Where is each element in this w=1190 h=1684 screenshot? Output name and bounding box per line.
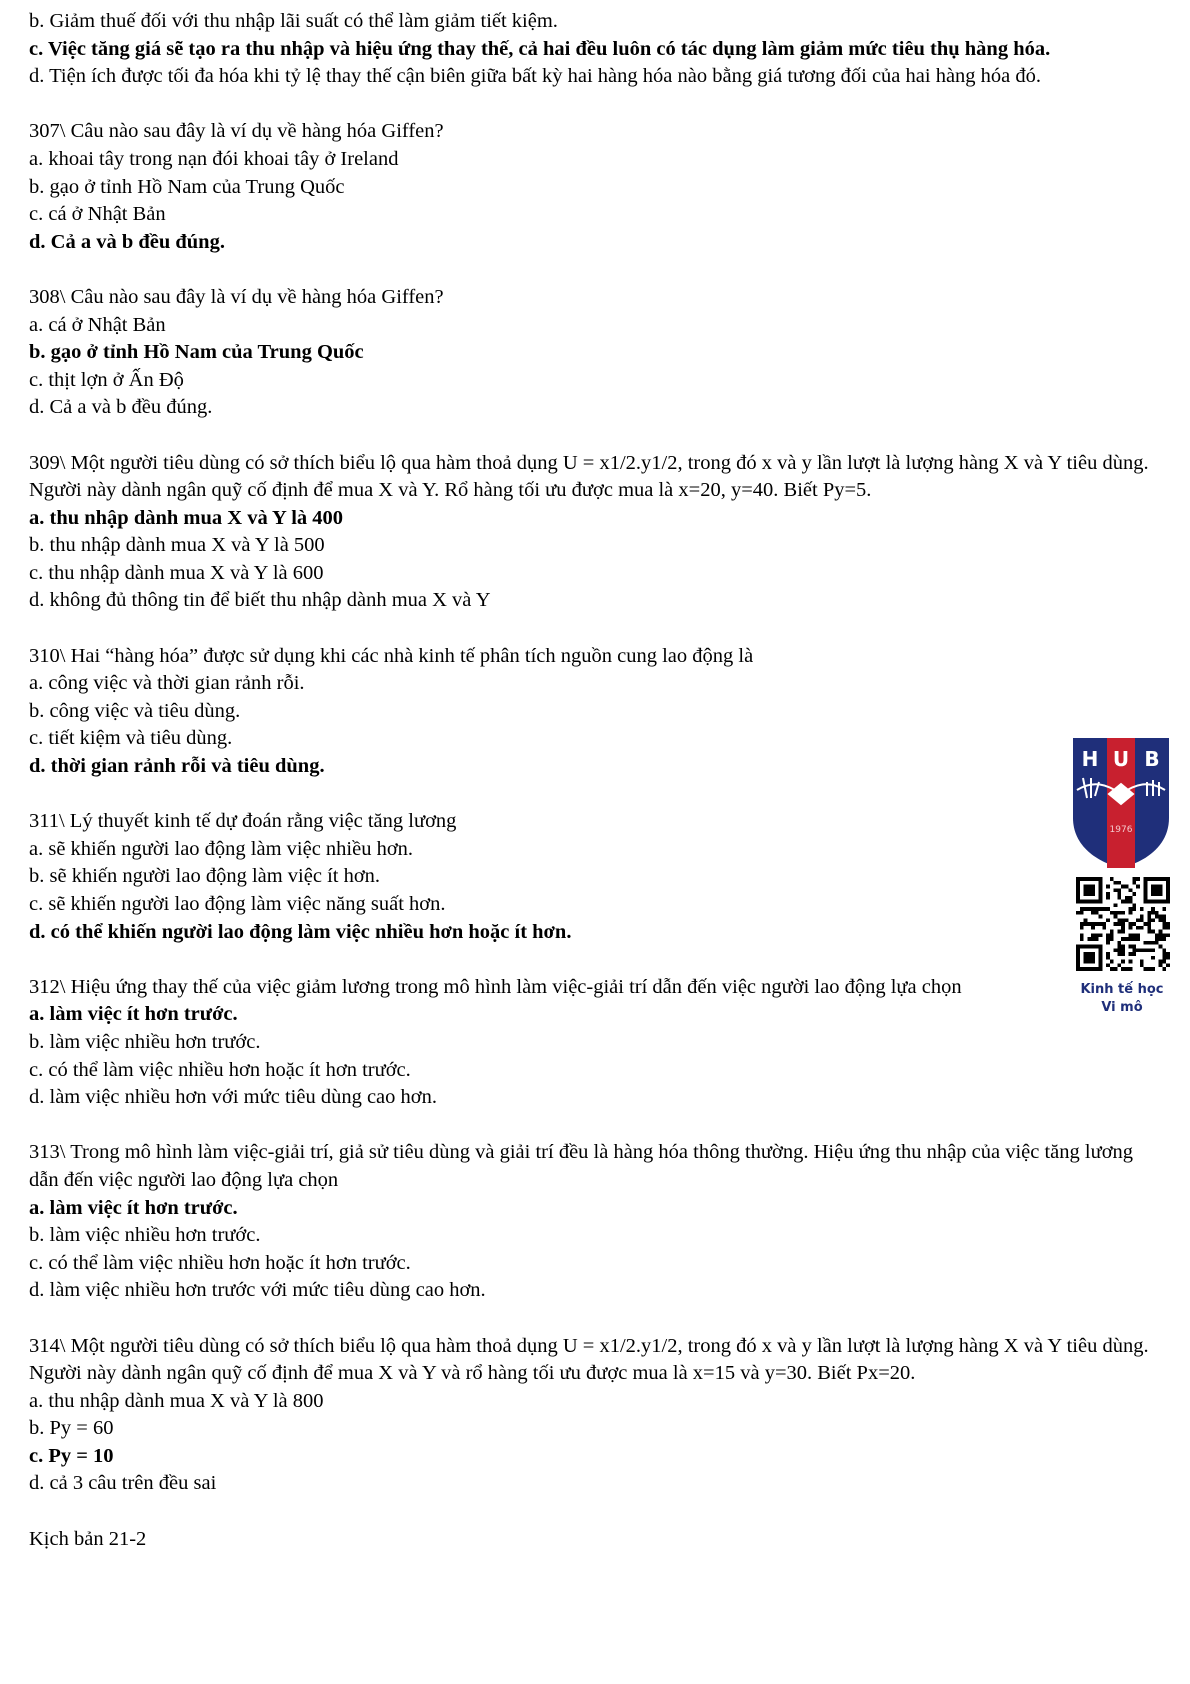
text-line: d. Cả a và b đều đúng. [29, 396, 213, 419]
qr-module [1125, 937, 1129, 941]
logo-year: 1976 [1109, 825, 1133, 835]
qr-module [1117, 963, 1121, 967]
text-line: c. có thể làm việc nhiều hơn hoặc ít hơn trước. [29, 1251, 411, 1274]
qr-module [1162, 933, 1166, 937]
text-line: c. tiết kiệm và tiêu dùng. [29, 727, 233, 750]
qr-module [1110, 877, 1114, 881]
qr-module [1121, 960, 1125, 964]
qr-module [1114, 903, 1118, 907]
qr-module [1159, 918, 1163, 922]
qr-module [1136, 918, 1140, 922]
paragraph-gap [29, 1498, 1154, 1526]
paragraph-gap [29, 1112, 1154, 1140]
qr-module [1095, 937, 1099, 941]
qr-module [1132, 881, 1136, 885]
qr-caption-subtitle: Vi mô [1101, 1000, 1143, 1015]
qr-module [1147, 967, 1151, 971]
qr-module [1129, 911, 1133, 915]
qr-module [1084, 907, 1088, 911]
qr-module [1159, 963, 1163, 967]
qr-module [1147, 915, 1151, 919]
qr-module [1110, 930, 1114, 934]
qr-module [1166, 956, 1170, 960]
qr-module [1162, 956, 1166, 960]
qr-module [1166, 963, 1170, 967]
qr-module [1114, 911, 1118, 915]
qr-module [1117, 911, 1121, 915]
qr-module [1106, 941, 1110, 945]
qr-module [1166, 926, 1170, 930]
qr-module [1087, 937, 1091, 941]
qr-module [1095, 933, 1099, 937]
qr-module [1129, 888, 1133, 892]
qr-module [1076, 911, 1080, 915]
qr-module [1121, 926, 1125, 930]
qr-module [1129, 922, 1133, 926]
qr-module [1106, 963, 1110, 967]
qr-module [1091, 907, 1095, 911]
qr-module [1117, 941, 1121, 945]
qr-module [1151, 930, 1155, 934]
qr-module [1129, 896, 1133, 900]
qr-module [1132, 907, 1136, 911]
qr-module [1121, 930, 1125, 934]
qr-module [1129, 952, 1133, 956]
qr-module [1162, 948, 1166, 952]
qr-module [1132, 892, 1136, 896]
qr-module [1140, 926, 1144, 930]
qr-module [1147, 918, 1151, 922]
logo-letter-b: B [1144, 747, 1160, 771]
qr-module [1166, 933, 1170, 937]
text-line: b. công việc và tiêu dùng. [29, 699, 241, 722]
text-line: Kịch bản 21-2 [29, 1527, 147, 1550]
qr-module [1106, 885, 1110, 889]
qr-module [1117, 945, 1121, 949]
qr-caption-title: Kinh tế học [1080, 982, 1164, 997]
qr-module [1162, 922, 1166, 926]
text-line: a. sẽ khiến người lao động làm việc nhiều hơn. [29, 837, 414, 860]
qr-module [1106, 937, 1110, 941]
qr-module [1095, 907, 1099, 911]
qr-module [1106, 918, 1110, 922]
qr-module [1099, 915, 1103, 919]
qr-module [1140, 948, 1144, 952]
qr-module [1117, 896, 1121, 900]
document-body [29, 8, 1154, 1553]
qr-module [1129, 933, 1133, 937]
qr-module [1129, 967, 1133, 971]
logo-letter-u: U [1112, 747, 1130, 771]
qr-module [1084, 952, 1095, 963]
paragraph-gap [29, 781, 1154, 809]
qr-module [1080, 907, 1084, 911]
qr-module [1162, 918, 1166, 922]
qr-module [1106, 933, 1110, 937]
qr-module [1099, 907, 1103, 911]
qr-module [1151, 967, 1155, 971]
text-line: 310\ Hai “hàng hóa” được sử dụng khi các nhà kinh tế phân tích nguồn cung lao động là [29, 644, 754, 667]
qr-module [1162, 915, 1166, 919]
answer-line-correct: c. Việc tăng giá sẽ tạo ra thu nhập và hiệu ứng thay thế, cả hai đều luôn có tác dụng làm giảm mức tiêu thụ hàng hóa. [29, 37, 1051, 60]
qr-module [1147, 922, 1151, 926]
text-line: a. cá ở Nhật Bản [29, 313, 166, 336]
qr-module [1155, 911, 1159, 915]
text-line: c. cá ở Nhật Bản [29, 203, 166, 226]
text-line: c. thu nhập dành mua X và Y là 600 [29, 561, 324, 584]
qr-module [1110, 911, 1114, 915]
qr-module [1155, 933, 1159, 937]
paragraph-gap [29, 946, 1154, 974]
qr-module [1114, 915, 1118, 919]
qr-module [1162, 960, 1166, 964]
qr-module [1091, 922, 1095, 926]
qr-module [1129, 937, 1133, 941]
qr-module [1151, 948, 1155, 952]
qr-module [1114, 888, 1118, 892]
text-line: d. Tiện ích được tối đa hóa khi tỷ lệ thay thế cận biên giữa bất kỳ hai hàng hóa nào bằng giá tương đối của hai hàng hóa đó. [29, 65, 1042, 88]
qr-module [1125, 896, 1129, 900]
qr-module [1129, 900, 1133, 904]
qr-module [1121, 967, 1125, 971]
qr-module [1144, 948, 1148, 952]
qr-module [1162, 926, 1166, 930]
qr-module [1125, 918, 1129, 922]
qr-module [1125, 885, 1129, 889]
qr-module [1140, 915, 1144, 919]
qr-module [1132, 903, 1136, 907]
answer-line-correct: b. gạo ở tỉnh Hồ Nam của Trung Quốc [29, 341, 364, 364]
qr-module [1084, 885, 1095, 896]
qr-module [1102, 922, 1106, 926]
qr-module [1099, 922, 1103, 926]
answer-line-correct: a. thu nhập dành mua X và Y là 400 [29, 506, 344, 529]
text-line: d. cả 3 câu trên đều sai [29, 1472, 217, 1495]
qr-module [1080, 933, 1084, 937]
text-line: d. làm việc nhiều hơn với mức tiêu dùng cao hơn. [29, 1086, 437, 1109]
qr-module [1166, 952, 1170, 956]
qr-module [1110, 967, 1114, 971]
qr-module [1155, 937, 1159, 941]
qr-module [1080, 926, 1084, 930]
text-line: b. Giảm thuế đối với thu nhập lãi suất có thể làm giảm tiết kiệm. [29, 10, 558, 32]
qr-module [1106, 956, 1110, 960]
qr-module [1114, 948, 1118, 952]
qr-module [1136, 926, 1140, 930]
qr-module [1084, 918, 1088, 922]
paragraph-gap [29, 422, 1154, 450]
qr-module [1117, 952, 1121, 956]
qr-module [1102, 907, 1106, 911]
text-line: c. có thể làm việc nhiều hơn hoặc ít hơn trước. [29, 1058, 411, 1081]
qr-module [1147, 911, 1151, 915]
qr-module [1132, 933, 1136, 937]
qr-module [1136, 948, 1140, 952]
answer-line-correct: d. Cả a và b đều đúng. [29, 230, 225, 253]
answer-line-correct: d. có thể khiến người lao động làm việc nhiều hơn hoặc ít hơn. [29, 920, 572, 943]
qr-module [1159, 960, 1163, 964]
qr-module [1129, 945, 1133, 949]
qr-module [1087, 907, 1091, 911]
qr-module [1091, 926, 1095, 930]
qr-module [1162, 952, 1166, 956]
qr-module [1117, 888, 1121, 892]
text-line: 312\ Hiệu ứng thay thế của việc giảm lương trong mô hình làm việc-giải trí dẫn đến việc người lao động lựa chọn [29, 975, 962, 998]
qr-module [1151, 885, 1162, 896]
text-line: b. làm việc nhiều hơn trước. [29, 1030, 261, 1053]
logo-letter-h: H [1081, 747, 1099, 771]
qr-module [1106, 907, 1110, 911]
qr-module [1125, 967, 1129, 971]
qr-module [1159, 930, 1163, 934]
qr-module [1151, 907, 1155, 911]
text-line: 309\ Một người tiêu dùng có sở thích biểu lộ qua hàm thoả dụng U = x1/2.y1/2, trong đó x và y lần lượt là lượng hàng X và Y tiêu dùng. Người này dành ngân quỹ cố định để mua X và Y. Rổ hàng tối ưu được mua là x=20, y=40. Biết Py=5. [29, 451, 1149, 502]
qr-module [1087, 922, 1091, 926]
qr-module [1091, 937, 1095, 941]
qr-module [1162, 907, 1166, 911]
qr-module [1132, 952, 1136, 956]
qr-module [1106, 892, 1110, 896]
text-line: b. sẽ khiến người lao động làm việc ít hơn. [29, 865, 381, 888]
qr-module [1121, 937, 1125, 941]
qr-module [1159, 937, 1163, 941]
qr-module [1129, 907, 1133, 911]
qr-module [1091, 911, 1095, 915]
qr-module [1110, 960, 1114, 964]
text-line: c. thịt lợn ở Ấn Độ [29, 368, 184, 391]
qr-module [1106, 952, 1110, 956]
qr-module [1136, 877, 1140, 881]
qr-module [1129, 960, 1133, 964]
qr-module [1151, 941, 1155, 945]
qr-module [1144, 941, 1148, 945]
paragraph-gap [29, 1305, 1154, 1333]
qr-caption [1062, 981, 1182, 1017]
qr-module [1162, 937, 1166, 941]
qr-module [1121, 885, 1125, 889]
qr-module [1125, 900, 1129, 904]
qr-module [1084, 922, 1088, 926]
answer-line-correct: d. thời gian rảnh rỗi và tiêu dùng. [29, 755, 325, 778]
qr-module [1121, 948, 1125, 952]
paragraph-gap [29, 256, 1154, 284]
paragraph-gap [29, 91, 1154, 119]
paragraph-gap [29, 615, 1154, 643]
qr-module [1136, 885, 1140, 889]
text-line: 314\ Một người tiêu dùng có sở thích biểu lộ qua hàm thoả dụng U = x1/2.y1/2, trong đó x và y lần lượt là lượng hàng X và Y tiêu dùng. Người này dành ngân quỹ cố định để mua X và Y và rổ hàng tối ưu được mua là x=15 và y=30. Biết Px=20. [29, 1334, 1149, 1385]
answer-line-correct: a. làm việc ít hơn trước. [29, 1196, 238, 1219]
qr-module [1110, 933, 1114, 937]
qr-module [1147, 930, 1151, 934]
qr-module [1095, 911, 1099, 915]
qr-module [1117, 948, 1121, 952]
qr-module [1159, 915, 1163, 919]
qr-module [1080, 937, 1084, 941]
answer-line-correct: a. làm việc ít hơn trước. [29, 1003, 238, 1026]
qr-module [1121, 918, 1125, 922]
qr-module [1140, 907, 1144, 911]
qr-module [1136, 937, 1140, 941]
text-line: b. làm việc nhiều hơn trước. [29, 1224, 261, 1247]
qr-module [1136, 933, 1140, 937]
qr-module [1080, 922, 1084, 926]
text-line: c. sẽ khiến người lao động làm việc năng suất hơn. [29, 893, 446, 915]
qr-module [1091, 933, 1095, 937]
qr-module [1155, 915, 1159, 919]
text-line: b. thu nhập dành mua X và Y là 500 [29, 534, 325, 557]
qr-module [1140, 960, 1144, 964]
qr-module [1121, 911, 1125, 915]
qr-module [1132, 937, 1136, 941]
qr-module [1102, 926, 1106, 930]
qr-module [1147, 948, 1151, 952]
qr-module [1080, 911, 1084, 915]
qr-module [1159, 945, 1163, 949]
text-line: a. công việc và thời gian rảnh rỗi. [29, 672, 305, 695]
qr-module [1121, 952, 1125, 956]
qr-module [1110, 937, 1114, 941]
qr-module [1155, 941, 1159, 945]
answer-line-correct: c. Py = 10 [29, 1444, 114, 1467]
qr-module [1132, 948, 1136, 952]
qr-module [1121, 945, 1125, 949]
qr-module [1117, 892, 1121, 896]
qr-module [1151, 918, 1155, 922]
text-line: 308\ Câu nào sau đây là ví dụ về hàng hóa Giffen? [29, 285, 444, 308]
qr-module [1140, 963, 1144, 967]
qr-module [1132, 877, 1136, 881]
qr-module [1117, 922, 1121, 926]
text-line: b. gạo ở tỉnh Hồ Nam của Trung Quốc [29, 175, 345, 198]
qr-module [1106, 896, 1110, 900]
qr-module [1117, 918, 1121, 922]
text-line: b. Py = 60 [29, 1417, 114, 1440]
qr-module [1166, 922, 1170, 926]
qr-module [1140, 918, 1144, 922]
qr-module [1114, 922, 1118, 926]
qr-module [1114, 967, 1118, 971]
qr-module [1099, 933, 1103, 937]
qr-module [1151, 911, 1155, 915]
qr-module [1147, 926, 1151, 930]
text-line: 307\ Câu nào sau đây là ví dụ về hàng hóa Giffen? [29, 120, 444, 143]
qr-module [1095, 922, 1099, 926]
text-line: d. không đủ thông tin để biết thu nhập dành mua X và Y [29, 589, 491, 612]
text-line: 313\ Trong mô hình làm việc-giải trí, giả sử tiêu dùng và giải trí đều là hàng hóa thông thường. Hiệu ứng thu nhập của việc tăng lương dẫn đến việc người lao động lựa chọn [29, 1141, 1134, 1191]
qr-module [1144, 967, 1148, 971]
qr-module [1121, 922, 1125, 926]
qr-module [1144, 922, 1148, 926]
text-line: 311\ Lý thuyết kinh tế dự đoán rằng việc tăng lương [29, 810, 457, 833]
qr-module [1159, 933, 1163, 937]
qr-code [1076, 877, 1170, 971]
qr-module [1147, 941, 1151, 945]
qr-module [1151, 956, 1155, 960]
qr-module [1162, 967, 1166, 971]
qr-module [1132, 945, 1136, 949]
qr-module [1121, 900, 1125, 904]
text-line: a. khoai tây trong nạn đói khoai tây ở Ireland [29, 147, 399, 170]
text-line: d. làm việc nhiều hơn trước với mức tiêu dùng cao hơn. [29, 1279, 486, 1302]
text-line: a. thu nhập dành mua X và Y là 800 [29, 1389, 324, 1412]
qr-module [1129, 926, 1133, 930]
qr-module [1132, 922, 1136, 926]
qr-module [1117, 930, 1121, 934]
qr-module [1117, 881, 1121, 885]
qr-module [1114, 881, 1118, 885]
hub-university-logo [1073, 738, 1169, 868]
